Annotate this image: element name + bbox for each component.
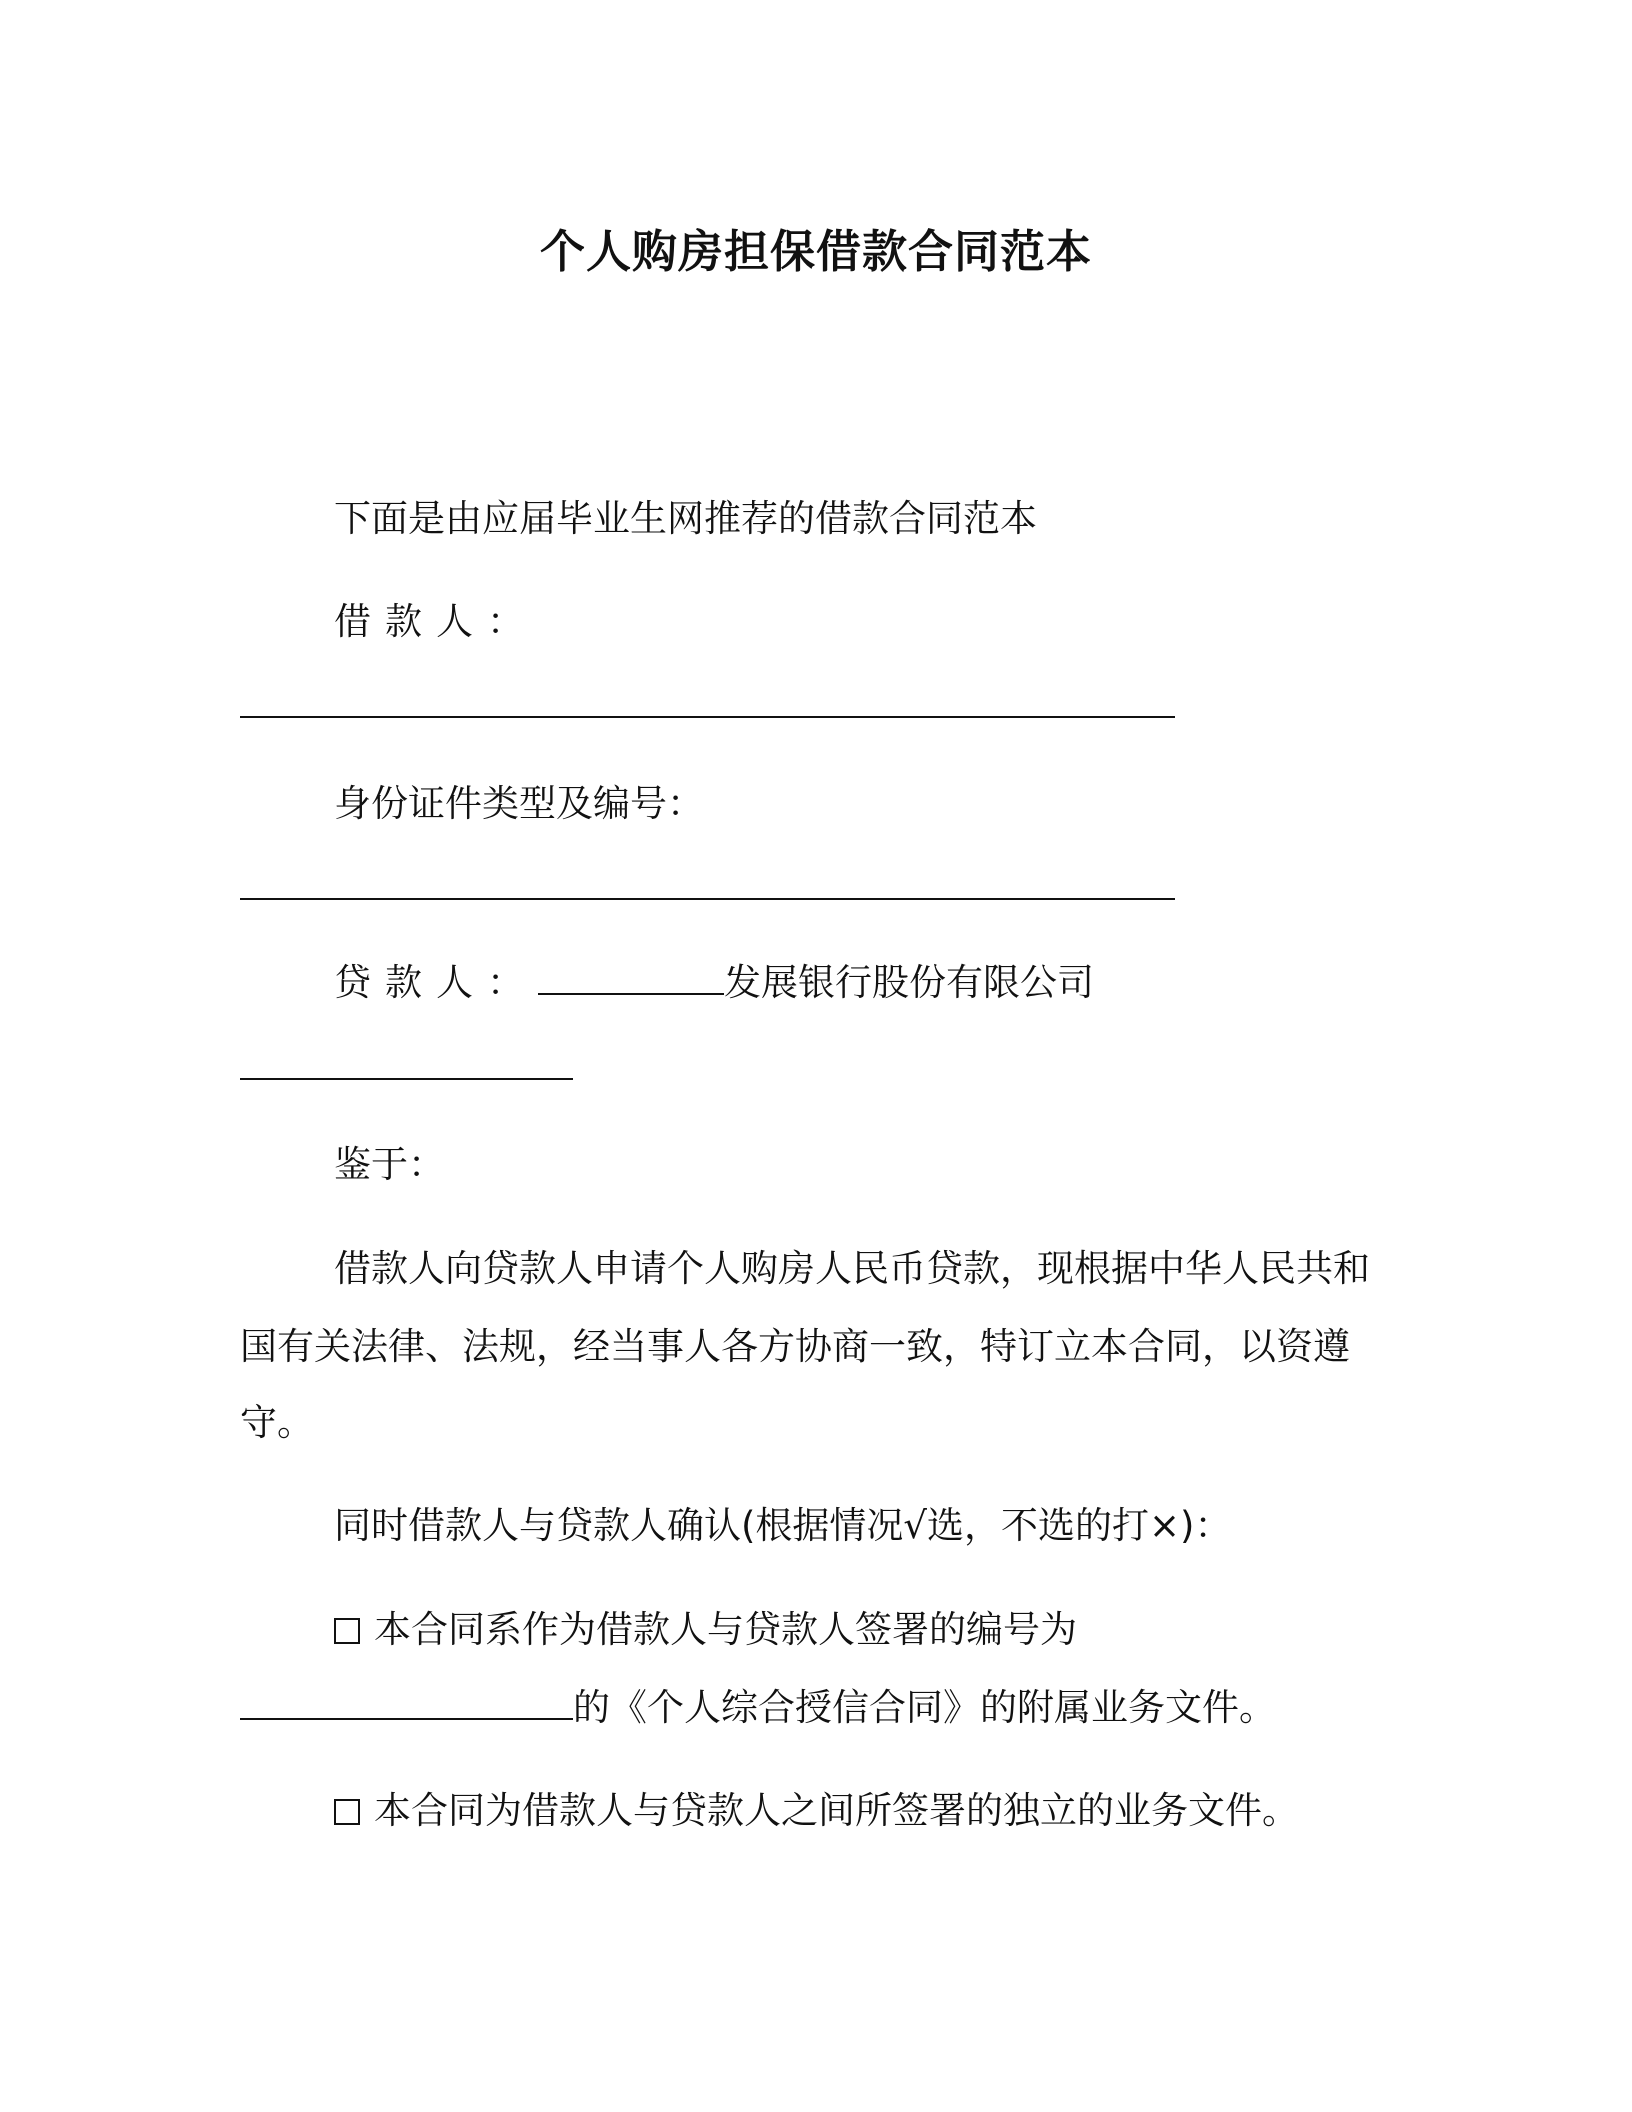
option-2-checkbox[interactable] — [334, 1799, 360, 1825]
confirm-text: 同时借款人与贷款人确认(根据情况√选，不选的打×)： — [334, 1504, 1232, 1547]
whereas-line-3: 守。 — [240, 1401, 314, 1444]
option-1-checkbox[interactable] — [334, 1618, 360, 1644]
id-blank — [240, 898, 1175, 900]
option-2-text: 本合同为借款人与贷款人之间所签署的独立的业务文件。 — [374, 1789, 1299, 1832]
contract-number-blank — [240, 1688, 573, 1720]
whereas-line-1: 借款人向贷款人申请个人购房人民币贷款，现根据中华人民共和 — [334, 1247, 1370, 1290]
option-1-text: 本合同系作为借款人与贷款人签署的编号为 — [374, 1608, 1077, 1651]
document-title: 个人购房担保借款合同范本 — [539, 225, 1092, 278]
borrower-label: 借款人： — [334, 600, 538, 643]
lender-label: 贷款人： — [334, 961, 538, 1004]
option-1-line-1 — [334, 1604, 1077, 1656]
intro-text: 下面是由应届毕业生网推荐的借款合同范本 — [334, 497, 1037, 540]
borrower-blank — [240, 716, 1175, 718]
option-2-line — [334, 1785, 1299, 1837]
lender-blank-continued — [240, 1078, 573, 1080]
id-label: 身份证件类型及编号： — [334, 782, 704, 825]
lender-blank — [538, 963, 724, 995]
option-1-text-continued: 的《个人综合授信合同》的附属业务文件。 — [573, 1686, 1276, 1729]
whereas-label: 鉴于： — [334, 1143, 445, 1186]
whereas-line-2: 国有关法律、法规，经当事人各方协商一致，特订立本合同，以资遵 — [240, 1325, 1350, 1368]
lender-line — [334, 957, 1094, 1009]
lender-bank: 发展银行股份有限公司 — [724, 961, 1094, 1004]
option-1-line-2 — [240, 1682, 1276, 1734]
